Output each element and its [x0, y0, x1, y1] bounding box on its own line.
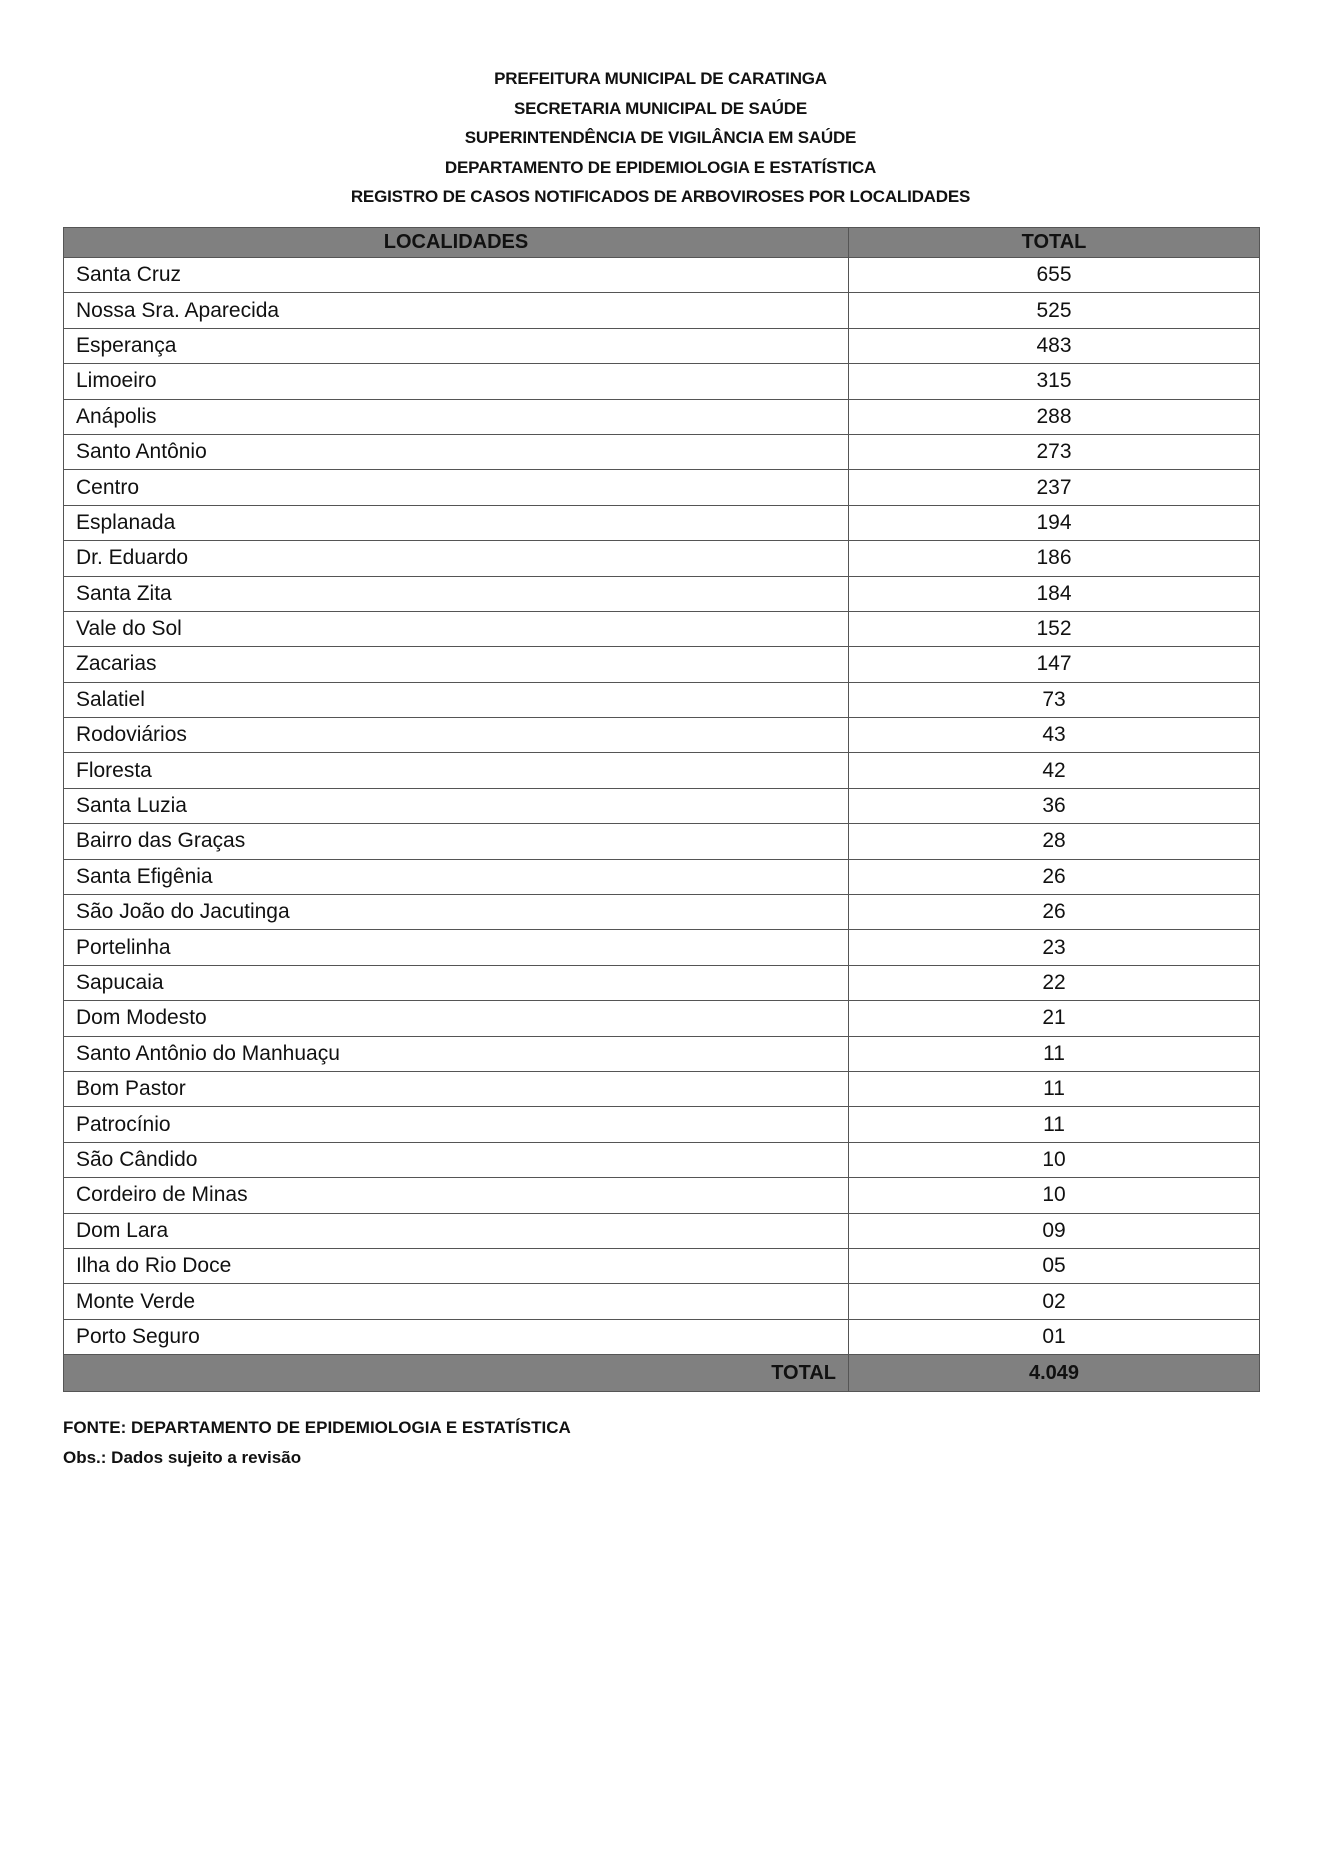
- locality-name: Santo Antônio do Manhuaçu: [64, 1036, 849, 1071]
- table-row: [64, 434, 1260, 469]
- locality-name: Limoeiro: [64, 364, 849, 399]
- locality-total: 26: [849, 895, 1260, 930]
- locality-name: Floresta: [64, 753, 849, 788]
- locality-name: Patrocínio: [64, 1107, 849, 1142]
- locality-name: Salatiel: [64, 682, 849, 717]
- locality-name: Dr. Eduardo: [64, 541, 849, 576]
- locality-total: 11: [849, 1036, 1260, 1071]
- table-row: [64, 1284, 1260, 1319]
- source-note: FONTE: DEPARTAMENTO DE EPIDEMIOLOGIA E ESTATÍSTICA: [63, 1418, 571, 1437]
- cases-table-container: [63, 227, 1259, 1392]
- table-row: [64, 505, 1260, 540]
- locality-name: Anápolis: [64, 399, 849, 434]
- document-header: [0, 64, 1321, 212]
- locality-total: 22: [849, 965, 1260, 1000]
- table-row: [64, 1071, 1260, 1106]
- locality-total: 28: [849, 824, 1260, 859]
- locality-total: 152: [849, 611, 1260, 646]
- locality-name: Nossa Sra. Aparecida: [64, 293, 849, 328]
- grand-total-value: 4.049: [849, 1355, 1260, 1392]
- locality-name: Bom Pastor: [64, 1071, 849, 1106]
- locality-name: Monte Verde: [64, 1284, 849, 1319]
- locality-total: 21: [849, 1001, 1260, 1036]
- locality-name: Dom Lara: [64, 1213, 849, 1248]
- locality-name: São Cândido: [64, 1142, 849, 1177]
- locality-total: 655: [849, 258, 1260, 293]
- column-header-localidades: LOCALIDADES: [64, 228, 849, 258]
- locality-total: 288: [849, 399, 1260, 434]
- header-department: DEPARTAMENTO DE EPIDEMIOLOGIA E ESTATÍSTICA: [444, 157, 877, 177]
- locality-total: 315: [849, 364, 1260, 399]
- table-row: [64, 576, 1260, 611]
- table-row: [64, 399, 1260, 434]
- locality-name: Santa Zita: [64, 576, 849, 611]
- table-row: [64, 718, 1260, 753]
- locality-total: 11: [849, 1107, 1260, 1142]
- revision-note: Obs.: Dados sujeito a revisão: [63, 1448, 302, 1467]
- table-row: [64, 965, 1260, 1000]
- table-row: [64, 1142, 1260, 1177]
- table-body: [64, 258, 1260, 1355]
- locality-total: 184: [849, 576, 1260, 611]
- table-row: [64, 541, 1260, 576]
- column-header-total: TOTAL: [849, 228, 1260, 258]
- locality-total: 10: [849, 1178, 1260, 1213]
- table-row: [64, 895, 1260, 930]
- locality-total: 09: [849, 1213, 1260, 1248]
- locality-name: Santa Cruz: [64, 258, 849, 293]
- locality-name: Rodoviários: [64, 718, 849, 753]
- table-row: [64, 1036, 1260, 1071]
- table-header-row: [64, 228, 1260, 258]
- table-row: [64, 859, 1260, 894]
- locality-name: Portelinha: [64, 930, 849, 965]
- document-title: REGISTRO DE CASOS NOTIFICADOS DE ARBOVIROSES POR LOCALIDADES: [350, 187, 971, 206]
- locality-total: 147: [849, 647, 1260, 682]
- table-row: [64, 328, 1260, 363]
- locality-name: Esperança: [64, 328, 849, 363]
- locality-total: 525: [849, 293, 1260, 328]
- table-row: [64, 753, 1260, 788]
- table-row: [64, 682, 1260, 717]
- table-row: [64, 293, 1260, 328]
- locality-name: Esplanada: [64, 505, 849, 540]
- table-row: [64, 1107, 1260, 1142]
- locality-name: Santo Antônio: [64, 434, 849, 469]
- header-municipality: PREFEITURA MUNICIPAL DE CARATINGA: [494, 69, 827, 88]
- locality-total: 273: [849, 434, 1260, 469]
- locality-total: 26: [849, 859, 1260, 894]
- locality-name: Zacarias: [64, 647, 849, 682]
- locality-total: 11: [849, 1071, 1260, 1106]
- locality-name: Porto Seguro: [64, 1319, 849, 1354]
- locality-total: 23: [849, 930, 1260, 965]
- locality-total: 10: [849, 1142, 1260, 1177]
- locality-name: Sapucaia: [64, 965, 849, 1000]
- table-row: [64, 824, 1260, 859]
- document-footer: [63, 1413, 571, 1473]
- locality-name: Dom Modesto: [64, 1001, 849, 1036]
- locality-name: Santa Efigênia: [64, 859, 849, 894]
- locality-total: 186: [849, 541, 1260, 576]
- table-row: [64, 647, 1260, 682]
- table-row: [64, 930, 1260, 965]
- locality-name: Ilha do Rio Doce: [64, 1248, 849, 1283]
- locality-total: 73: [849, 682, 1260, 717]
- locality-name: São João do Jacutinga: [64, 895, 849, 930]
- locality-name: Bairro das Graças: [64, 824, 849, 859]
- locality-total: 42: [849, 753, 1260, 788]
- table-row: [64, 1248, 1260, 1283]
- table-total-row: [64, 1355, 1260, 1392]
- table-row: [64, 611, 1260, 646]
- locality-total: 43: [849, 718, 1260, 753]
- table-row: [64, 470, 1260, 505]
- locality-name: Santa Luzia: [64, 788, 849, 823]
- locality-total: 01: [849, 1319, 1260, 1354]
- table-row: [64, 1319, 1260, 1354]
- table-row: [64, 364, 1260, 399]
- table-row: [64, 1213, 1260, 1248]
- locality-total: 05: [849, 1248, 1260, 1283]
- header-secretariat: SECRETARIA MUNICIPAL DE SAÚDE: [514, 98, 807, 118]
- table-row: [64, 788, 1260, 823]
- locality-total: 36: [849, 788, 1260, 823]
- locality-name: Centro: [64, 470, 849, 505]
- table-row: [64, 1178, 1260, 1213]
- locality-total: 194: [849, 505, 1260, 540]
- locality-total: 237: [849, 470, 1260, 505]
- table-row: [64, 258, 1260, 293]
- grand-total-label: TOTAL: [64, 1355, 849, 1392]
- table-row: [64, 1001, 1260, 1036]
- header-superintendence: SUPERINTENDÊNCIA DE VIGILÂNCIA EM SAÚDE: [464, 128, 857, 147]
- locality-total: 483: [849, 328, 1260, 363]
- locality-name: Vale do Sol: [64, 611, 849, 646]
- locality-total: 02: [849, 1284, 1260, 1319]
- cases-by-locality-table: [63, 227, 1260, 1392]
- locality-name: Cordeiro de Minas: [64, 1178, 849, 1213]
